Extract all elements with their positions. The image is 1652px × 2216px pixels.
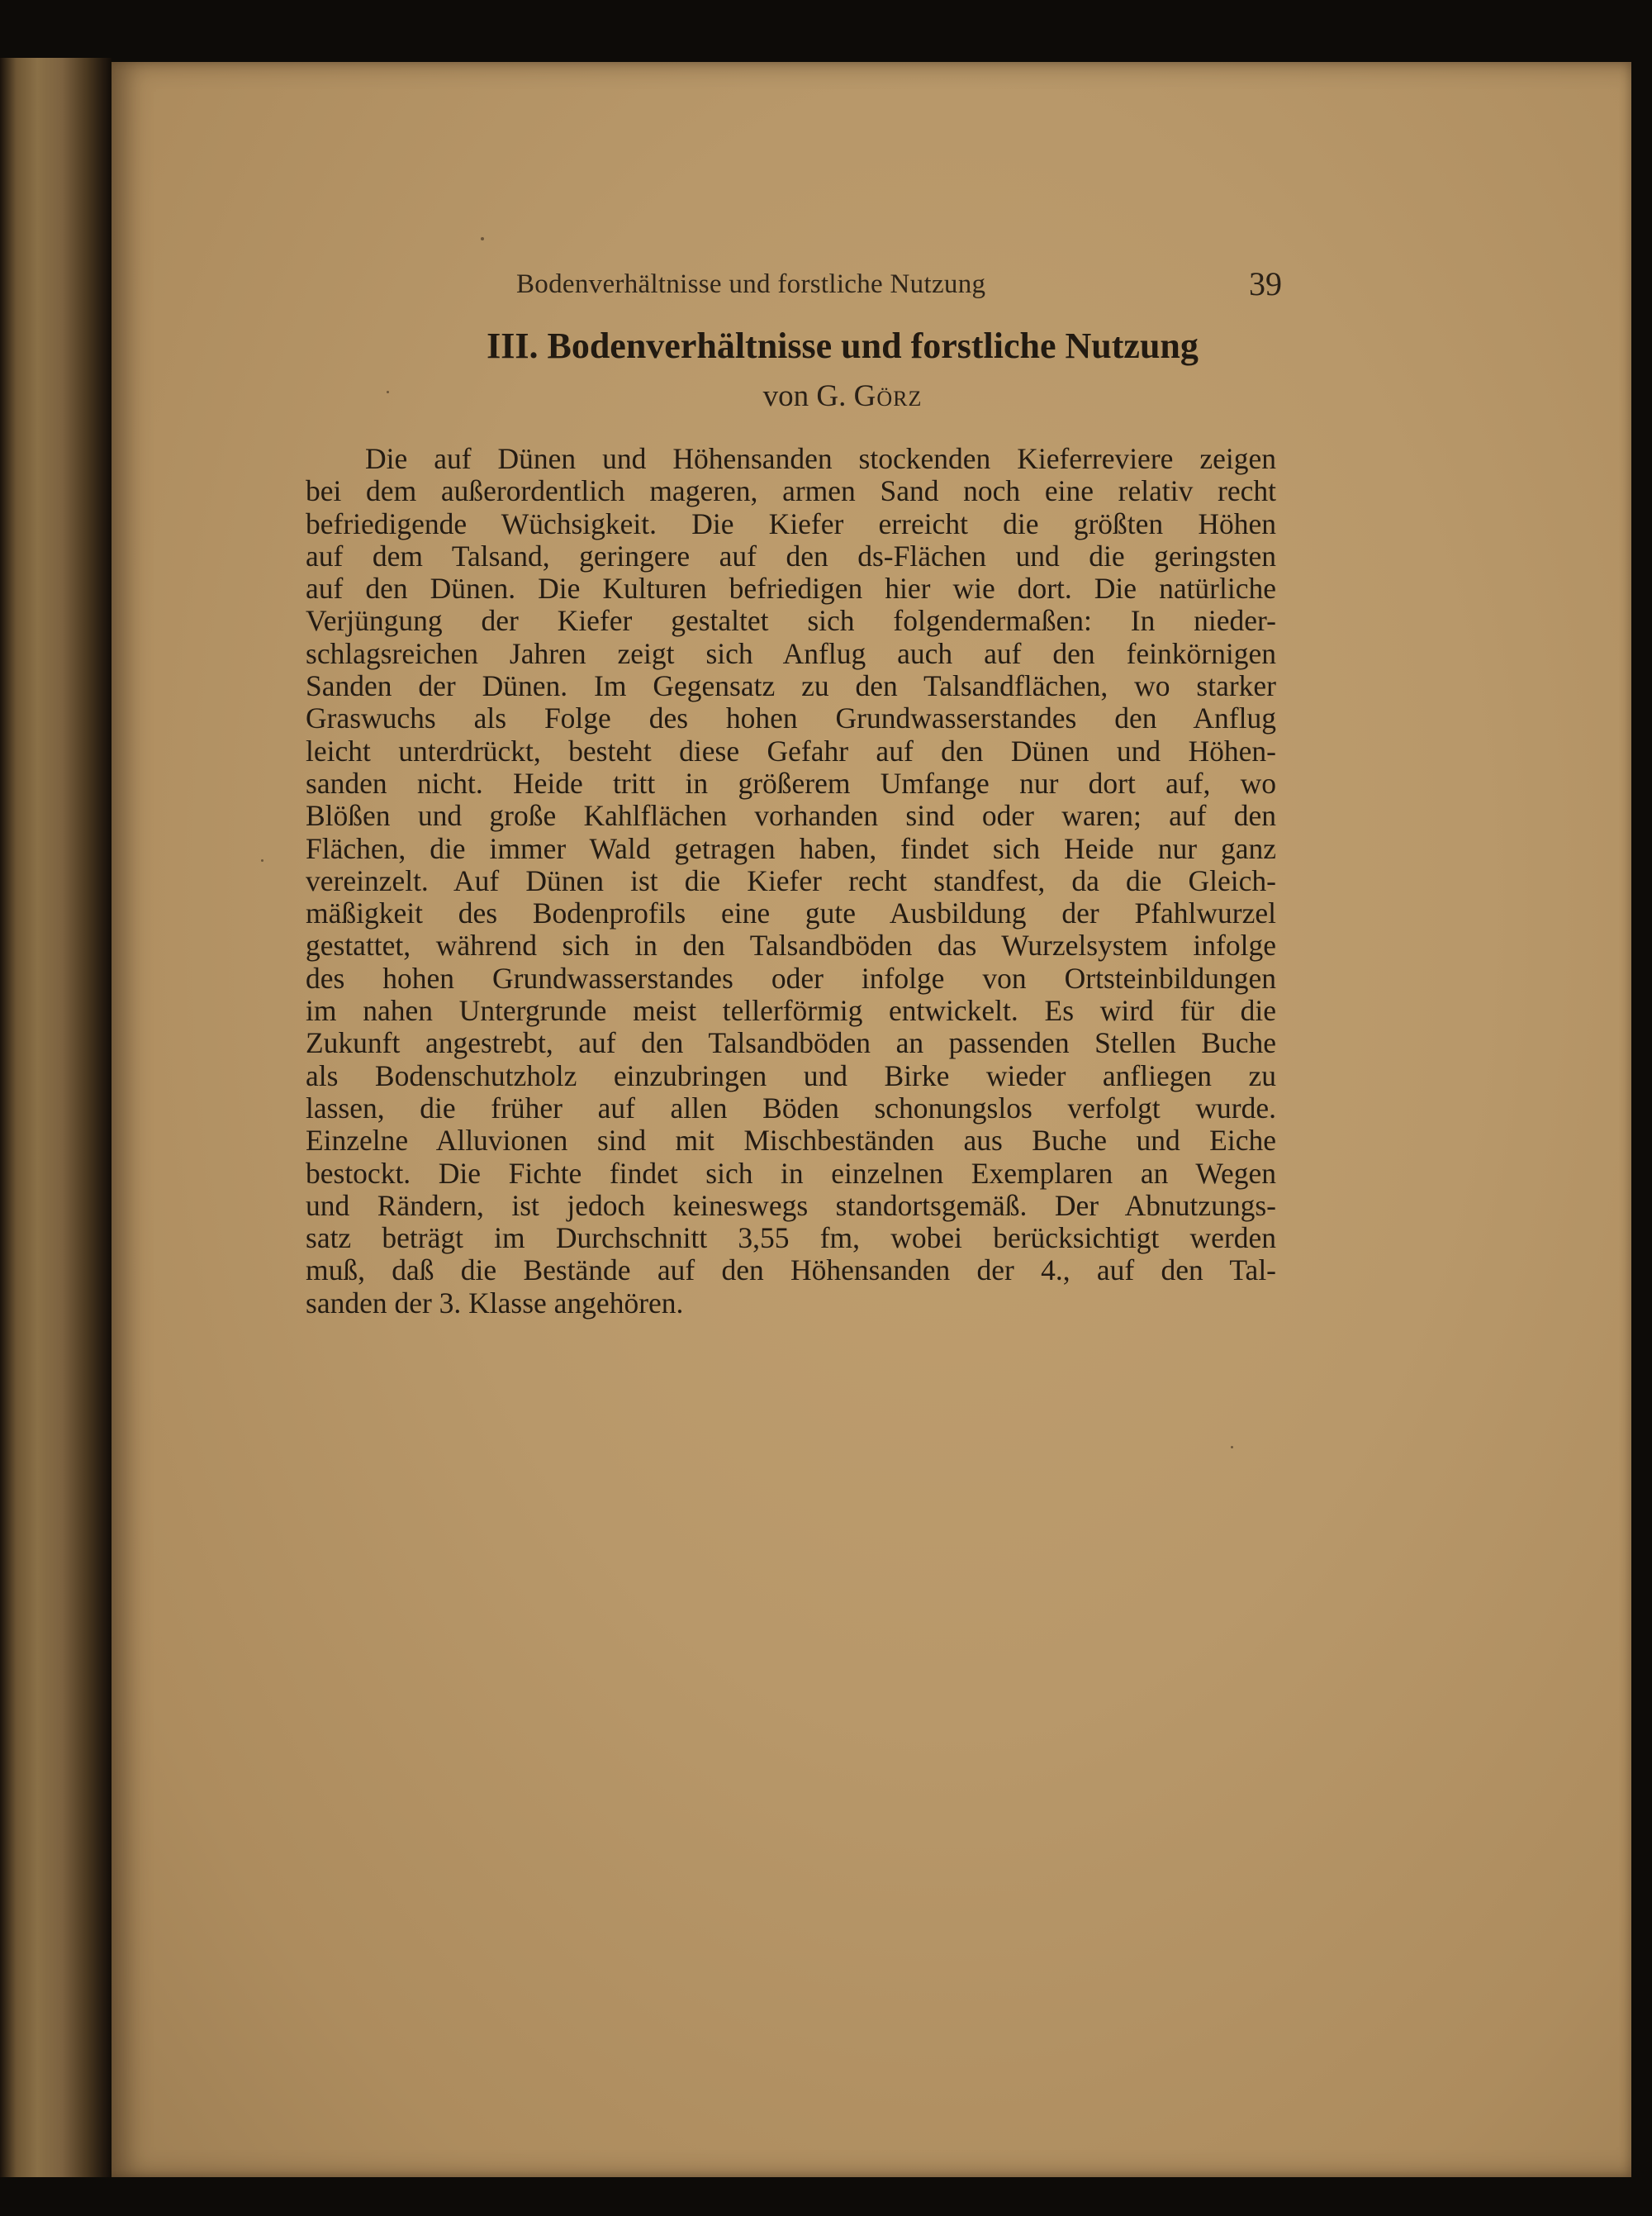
text-line: Sanden der Dünen. Im Gegensatz zu den Talsandflächen, wo starker bbox=[306, 669, 1276, 703]
paper-speck bbox=[1231, 1446, 1233, 1448]
text-line: Die auf Dünen und Höhensanden stockenden Kieferreviere zeigen bbox=[365, 442, 1276, 475]
text-line: und Rändern, ist jedoch keineswegs standortsgemäß. Der Abnutzungs- bbox=[306, 1188, 1276, 1222]
text-line: muß, daß die Bestände auf den Höhensanden der 4., auf den Tal- bbox=[306, 1253, 1276, 1287]
text-line: schlagsreichen Jahren zeigt sich Anflug auch auf den feinkörnigen bbox=[306, 636, 1276, 670]
text-line: Graswuchs als Folge des hohen Grundwasserstandes den Anflug bbox=[306, 701, 1276, 735]
text-line: bestockt. Die Fichte findet sich in einzelnen Exemplaren an Wegen bbox=[306, 1156, 1276, 1190]
text-line: im nahen Untergrunde meist tellerförmig entwickelt. Es wird für die bbox=[306, 994, 1276, 1028]
text-line: Blößen und große Kahlflächen vorhanden sind oder waren; auf den bbox=[306, 799, 1276, 833]
text-line: Verjüngung der Kiefer gestaltet sich folgendermaßen: In nieder- bbox=[306, 604, 1276, 638]
text-line: befriedigende Wüchsigkeit. Die Kiefer erreicht die größten Höhen bbox=[306, 506, 1276, 540]
text-line: lassen, die früher auf allen Böden schonungslos verfolgt wurde. bbox=[306, 1091, 1276, 1125]
book-spine bbox=[0, 58, 112, 2177]
text-line: als Bodenschutzholz einzubringen und Birke wieder anfliegen zu bbox=[306, 1058, 1276, 1092]
page-number: 39 bbox=[1249, 265, 1282, 302]
text-line: satz beträgt im Durchschnitt 3,55 fm, wobei berücksichtigt werden bbox=[306, 1221, 1276, 1255]
text-line: sanden nicht. Heide tritt in größerem Umfange nur dort auf, wo bbox=[306, 766, 1276, 800]
running-header: Bodenverhältnisse und forstliche Nutzung bbox=[516, 269, 986, 299]
text-line: des hohen Grundwasserstandes oder infolge von Ortsteinbildungen bbox=[306, 961, 1276, 995]
chapter-title: III. Bodenverhältnisse und forstliche Nutzung bbox=[487, 326, 1199, 366]
text-line: leicht unterdrückt, besteht diese Gefahr auf den Dünen und Höhen- bbox=[306, 734, 1276, 768]
text-line: Zukunft angestrebt, auf den Talsandböden an passenden Stellen Buche bbox=[306, 1026, 1276, 1060]
paper-speck bbox=[387, 391, 389, 393]
text-line: Einzelne Alluvionen sind mit Mischbeständen aus Buche und Eiche bbox=[306, 1124, 1276, 1158]
text-line: auf dem Talsand, geringere auf den ds-Flächen und die geringsten bbox=[306, 539, 1276, 573]
text-line: auf den Dünen. Die Kulturen befriedigen hier wie dort. Die natürliche bbox=[306, 572, 1276, 606]
text-line: mäßigkeit des Bodenprofils eine gute Ausbildung der Pfahlwurzel bbox=[306, 896, 1276, 930]
text-line: Flächen, die immer Wald getragen haben, findet sich Heide nur ganz bbox=[306, 831, 1276, 865]
author-prefix: von G. bbox=[762, 379, 847, 413]
text-line: sanden der 3. Klasse angehören. bbox=[306, 1286, 684, 1320]
paper-speck bbox=[481, 237, 484, 240]
text-line: bei dem außerordentlich mageren, armen Sand noch eine relativ recht bbox=[306, 474, 1276, 508]
text-line: gestattet, während sich in den Talsandböden das Wurzelsystem infolge bbox=[306, 929, 1276, 963]
author-name: Görz bbox=[853, 379, 923, 413]
text-line: vereinzelt. Auf Dünen ist die Kiefer recht standfest, da die Gleich- bbox=[306, 863, 1276, 897]
author-line bbox=[0, 378, 1652, 414]
paper-speck bbox=[261, 859, 263, 862]
body-paragraph bbox=[306, 443, 1276, 1320]
